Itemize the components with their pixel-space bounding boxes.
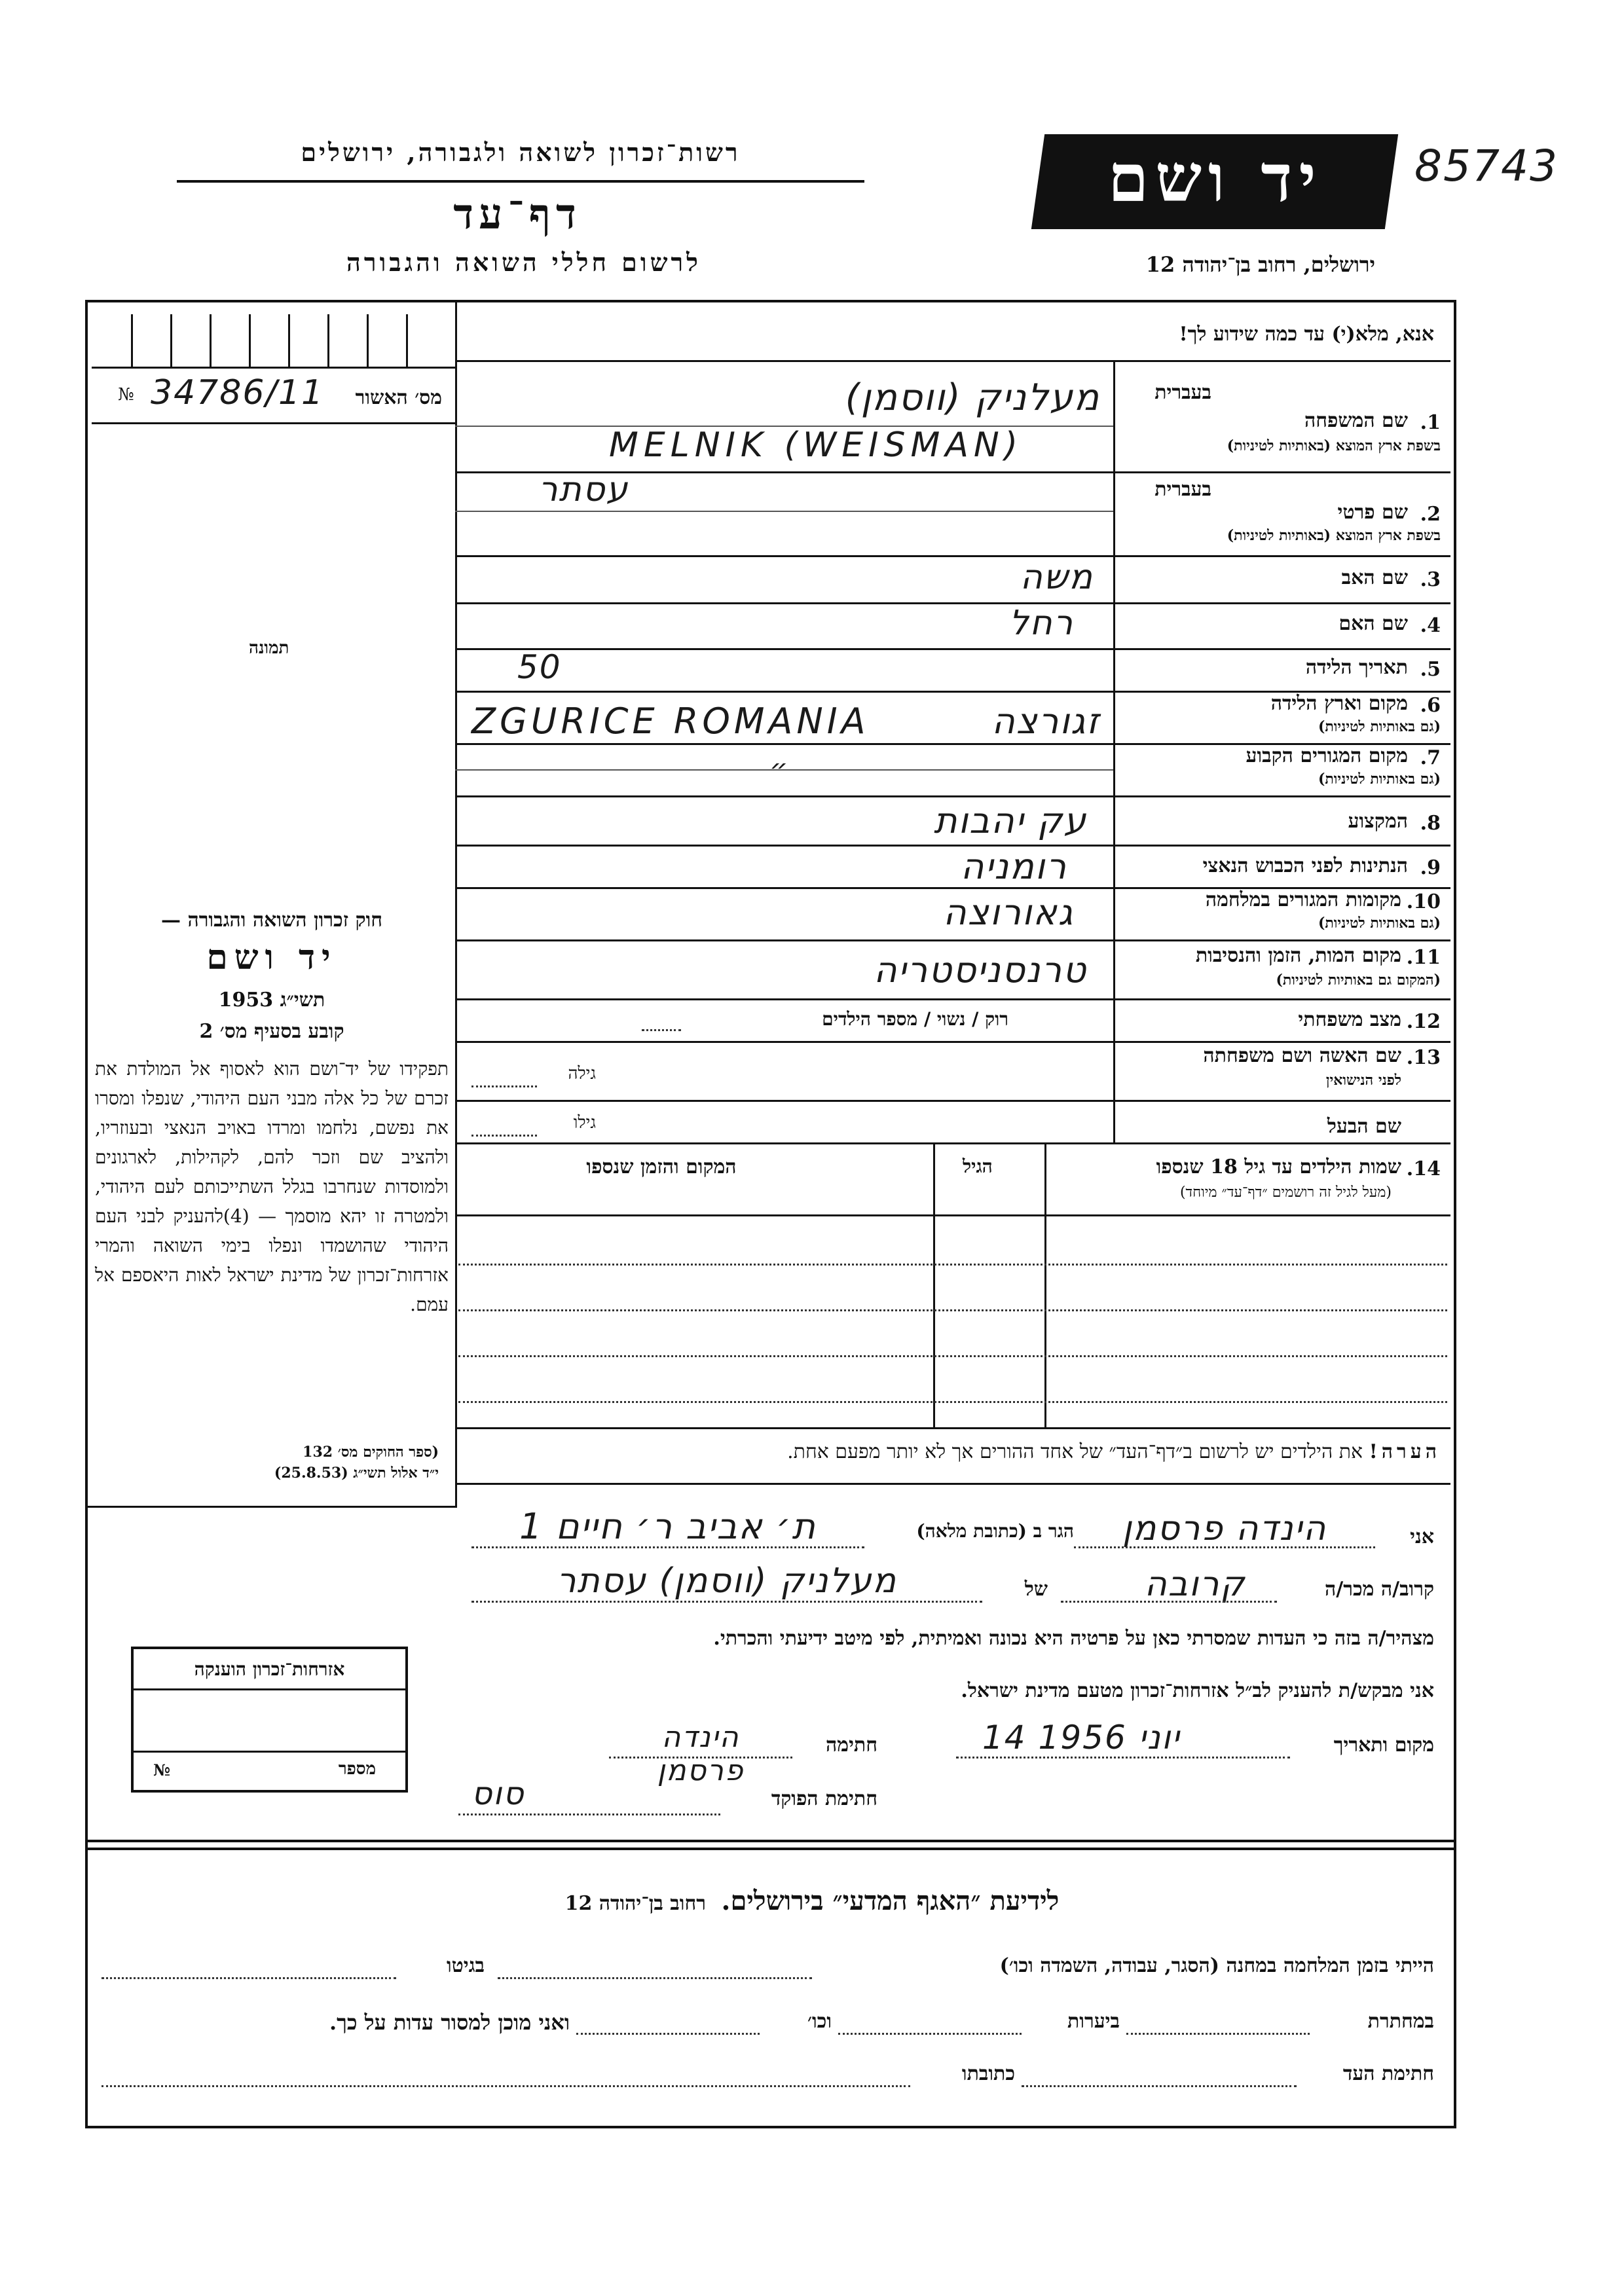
declarant-of-name: מעלניק (ווסמן) עסתר <box>557 1561 897 1601</box>
form-subtitle: לרשום חללי השואה והגבורה <box>346 247 701 277</box>
footer-title: לידיעת ״האגף המדעי״ בירושלים. <box>721 1886 1060 1916</box>
footer-title-row <box>419 1886 1205 1916</box>
declarant-relation-dots <box>1061 1601 1277 1603</box>
footer-camp-dots <box>498 1977 812 1979</box>
field-13-label: שם האשה ושם משפחתה <box>1203 1044 1401 1067</box>
field-7-number: 7. <box>1420 746 1441 769</box>
footer-underground-label: במחתרת <box>1367 2010 1434 2033</box>
footer-underground-dots <box>1126 2033 1310 2035</box>
signature-dots <box>609 1757 792 1758</box>
field-13-number: 13. <box>1406 1046 1441 1069</box>
archive-number: 85743 <box>1414 141 1559 191</box>
law-year-number: 1953 <box>218 989 274 1011</box>
citizenship-title: אזרחות־זכרון הוענקה <box>194 1658 345 1680</box>
row-sep <box>455 998 1450 1000</box>
law-source: (ספר החוקים מס׳ 132 <box>303 1444 439 1461</box>
note-text: את הילדים יש לרשום ב״דף־העד״ של אחד ההורים אך לא יותר מפעם אחת. <box>787 1440 1363 1463</box>
left-column-divider <box>455 301 457 1506</box>
intro-text: אנא, מלא(י) עד כמה שידוע לך! <box>1179 323 1434 346</box>
field-10-number: 10. <box>1406 890 1441 913</box>
declarant-request: אני מבקש/ת להעניק לב״ל אזרחות־זכרון מטעם מדינת ישראל. <box>961 1679 1434 1702</box>
footer-etc-label: וכו׳ <box>807 2010 832 2033</box>
note-label: הערה! <box>1369 1440 1441 1463</box>
clerk-signature: סוס <box>471 1776 525 1812</box>
field-1-label: שם המשפחה <box>1304 409 1408 432</box>
field-10-value: גאורוצה <box>943 892 1074 933</box>
field-1-sub: בשפת ארץ המוצא (באותיות לטיניות) <box>1227 437 1441 454</box>
field-12-value: רוק / נשוי / מספר הילדים <box>822 1008 1008 1030</box>
field-13-sub: לפני הנישואין <box>1325 1072 1401 1089</box>
signature-value: הינדה פרסמן <box>657 1721 745 1787</box>
field-11-label: מקום המות, הזמן והנסיבות <box>1195 944 1401 967</box>
field-13-age-dots <box>471 1085 537 1087</box>
field-9-label: הנתינות לפני הכבוש הנאצי <box>1202 854 1408 877</box>
field-1-value-latin: MELNIK (WEISMAN) <box>609 426 1024 465</box>
field-5-label: תאריך הלידה <box>1305 656 1408 679</box>
footer-address-label: כתובתו <box>961 2062 1015 2085</box>
place-date-label: מקום ותאריך <box>1333 1734 1434 1757</box>
declarant-declaration: מצהיר/ה בזה כי העדות שמסרתי כאן על פרטיה היא נכונה ואמיתית, לפי מיטב ידיעתי והכרתי. <box>713 1627 1434 1650</box>
field-8-label: המקצוע <box>1348 810 1408 833</box>
declarant-i-label: אני <box>1410 1525 1434 1548</box>
children-row-dots <box>458 1264 1447 1266</box>
field-4-value: רחל <box>1009 604 1074 643</box>
field-2-number: 2. <box>1420 503 1441 526</box>
law-source-2: י״ד אלול תשי״ג (25.8.53) <box>274 1465 439 1482</box>
husband-age-label: גילו <box>573 1113 596 1133</box>
field-3-number: 3. <box>1420 568 1441 591</box>
field-4-number: 4. <box>1420 614 1441 637</box>
row-sep <box>455 1142 1450 1144</box>
footer-address-dots <box>101 2085 910 2087</box>
field-2-hebrew-tag: בעברית <box>1154 478 1211 501</box>
footer-witness-signature-dots <box>1022 2085 1297 2087</box>
note-row <box>465 1440 1441 1463</box>
field-8-value: עק יהבות <box>933 800 1087 841</box>
approval-top-line <box>92 367 455 369</box>
field-9-value: רומניה <box>961 846 1067 887</box>
field-5-number: 5. <box>1420 658 1441 681</box>
field-5-value: 50 <box>517 648 562 686</box>
intro-underline <box>455 360 1450 362</box>
field-10-label: מקומות המגורים במלחמה <box>1205 888 1401 911</box>
children-row-dots <box>458 1355 1447 1357</box>
field-2-label: שם פרטי <box>1337 501 1408 524</box>
law-year <box>98 989 445 1011</box>
field-6-number: 6. <box>1420 694 1441 717</box>
clerk-dots <box>458 1813 720 1815</box>
signature-label: חתימה <box>826 1734 877 1757</box>
field-3-value: משה <box>1020 558 1094 597</box>
children-sub: (מעל לגיל זה רושמים ״דף־עד״ מיוחד) <box>1179 1184 1392 1201</box>
place-date-value: 14 יוני 1956 <box>982 1719 1181 1757</box>
children-header-line <box>455 1214 1450 1216</box>
field-7-value: ״ <box>769 753 790 786</box>
field-1-value-hebrew: מעלניק (ווסמן) <box>845 376 1100 419</box>
field-1-hebrew-tag: בעברית <box>1154 381 1211 404</box>
row-sep <box>455 939 1450 941</box>
field-3-label: שם האב <box>1341 566 1408 589</box>
footer-ghetto-dots <box>101 1977 396 1979</box>
row-sep <box>455 555 1450 557</box>
children-row-dots <box>458 1401 1447 1403</box>
field-7-sub: (גם באותיות לטיניות) <box>1318 771 1441 788</box>
children-number: 14. <box>1406 1157 1441 1180</box>
husband-label: שם הבעל <box>1327 1115 1401 1138</box>
field-12-number: 12. <box>1406 1010 1441 1033</box>
row-sep <box>455 795 1450 797</box>
field-12-dots <box>642 1029 681 1031</box>
field-6-label: מקום וארץ הלידה <box>1270 692 1408 715</box>
declarant-lives-label: הגר ב (כתובת מלאה) <box>916 1520 1074 1542</box>
citizenship-box <box>131 1647 408 1793</box>
footer-forests-dots <box>838 2033 1022 2035</box>
declarant-address: ת׳ אביב ר׳ חיים 1 <box>519 1506 817 1547</box>
field-12-label: מצב משפחתי <box>1298 1008 1401 1031</box>
declarant-relation: קרובה <box>1144 1565 1246 1604</box>
row-sep <box>455 1041 1450 1043</box>
children-bottom-line <box>455 1427 1450 1429</box>
row-sep <box>455 648 1450 650</box>
yad-vashem-logo <box>1031 134 1398 229</box>
field-6-value-latin: ZGURICE ROMANIA <box>471 701 870 742</box>
footer-forests-label: ביערות <box>1067 2010 1120 2033</box>
citizenship-no-symbol: № <box>153 1760 171 1779</box>
law-body: תפקידו של יד־ושם הוא לאסוף אל המולדת את זכרם של כל אלה מבני העם היהודי, שנפלו ומסרו את נפשם, נלחמו ומרדו באויב הנאצי ובעוזריו, ולהציב שם וזכר להם, לקהילות, לארגונים ולמוסדות שנחרבו בגלל השתייכותם לעם היהודי, ולמטרה זו יהא מוסמך — (4)להעניק לבני העם היהודי שהושמדו ונפלו בימי השואה והמרי אזרחות־זכרון של מדינת ישראל לאות היאספם אל עמם. <box>95 1058 449 1315</box>
left-column-bottom <box>85 1506 457 1508</box>
approval-bottom-line <box>92 422 455 424</box>
declarant-name-dots <box>1074 1546 1375 1548</box>
children-row-dots <box>458 1309 1447 1311</box>
approval-ticks <box>92 314 445 367</box>
field-6-value-hebrew: זגורצה <box>991 701 1100 742</box>
authority-underline <box>177 180 864 183</box>
footer-witness-signature-label: חתימת העד <box>1342 2062 1434 2085</box>
declarant-relative-label: קרוב/ה מכר/ה <box>1325 1578 1434 1601</box>
place-date-dots <box>956 1757 1290 1758</box>
approval-number: 34786/11 <box>151 373 325 412</box>
children-label: שמות הילדים עד גיל 18 שנספו <box>1156 1156 1401 1178</box>
footer-ready-label: ואני מוכן למסור עדות על כך. <box>329 2010 570 2035</box>
logo-text: יד ושם <box>1107 139 1323 217</box>
field-1-number: 1. <box>1420 411 1441 434</box>
row-sep <box>455 1100 1450 1102</box>
field-11-value: טרנסניסטריה <box>874 949 1087 991</box>
field-2-value-hebrew: עסתר <box>538 470 629 509</box>
law-name: יד ושם <box>206 938 337 977</box>
law-clause: קובע בסעיף מס׳ 2 <box>199 1020 344 1043</box>
note-bottom-line <box>455 1483 1450 1485</box>
footer-ghetto-label: בגיטו <box>446 1954 485 1977</box>
citizenship-no-label: מספר <box>338 1759 376 1779</box>
field-7-label: מקום המגורים הקבוע <box>1246 744 1408 767</box>
field-9-number: 9. <box>1420 856 1441 879</box>
field-11-sub: (המקום גם באותיות לטיניות) <box>1276 972 1441 989</box>
yad-vashem-address: ירושלים, רחוב בן־יהודה 12 <box>1145 252 1375 277</box>
field-8-number: 8. <box>1420 812 1441 835</box>
label-column-divider <box>1113 361 1115 1144</box>
footer-divider-2 <box>85 1848 1454 1850</box>
footer-address: רחוב בן־יהודה 12 <box>564 1892 706 1915</box>
field-13-age-label: גילה <box>568 1064 596 1084</box>
declarant-address-dots <box>471 1546 864 1548</box>
field-10-sub: (גם באותיות לטיניות) <box>1318 915 1441 932</box>
law-year-hebrew: תשי״ג <box>280 989 325 1011</box>
approval-no-symbol: № <box>118 385 134 405</box>
children-col-age: הגיל <box>963 1156 993 1177</box>
form-title: דף־עד <box>453 190 581 239</box>
children-col-divider-2 <box>933 1142 935 1427</box>
row2-midline <box>455 511 1113 512</box>
clerk-label: חתימת הפוקד <box>771 1787 877 1810</box>
photo-label: תמונה <box>249 638 289 658</box>
declarant-of-dots <box>471 1601 982 1603</box>
footer-etc-dots <box>576 2033 760 2035</box>
field-6-sub: (גם באותיות לטיניות) <box>1318 718 1441 735</box>
children-col-divider-1 <box>1044 1142 1046 1427</box>
citizenship-title-line <box>134 1688 405 1690</box>
children-col-place: המקום והזמן שנספו <box>586 1156 737 1178</box>
declarant-name: הינדה פרסמן <box>1122 1509 1327 1548</box>
field-11-number: 11. <box>1406 946 1441 969</box>
footer-camp-label: הייתי בזמן המלחמה במחנה (הסגר, עבודה, השמדה וכו׳) <box>999 1954 1434 1977</box>
approval-label: מס׳ האשור <box>355 386 442 409</box>
declarant-of-label: של <box>1024 1578 1048 1601</box>
field-4-label: שם האם <box>1338 612 1408 635</box>
footer-divider-1 <box>85 1840 1454 1842</box>
husband-age-dots <box>471 1135 537 1137</box>
citizenship-bottom-line <box>134 1751 405 1753</box>
field-2-sub: בשפת ארץ המוצא (באותיות לטיניות) <box>1227 527 1441 544</box>
law-title: חוק זכרון השואה והגבורה — <box>161 909 382 932</box>
authority-title: רשות־זכרון לשואה ולגבורה, ירושלים <box>301 137 741 167</box>
